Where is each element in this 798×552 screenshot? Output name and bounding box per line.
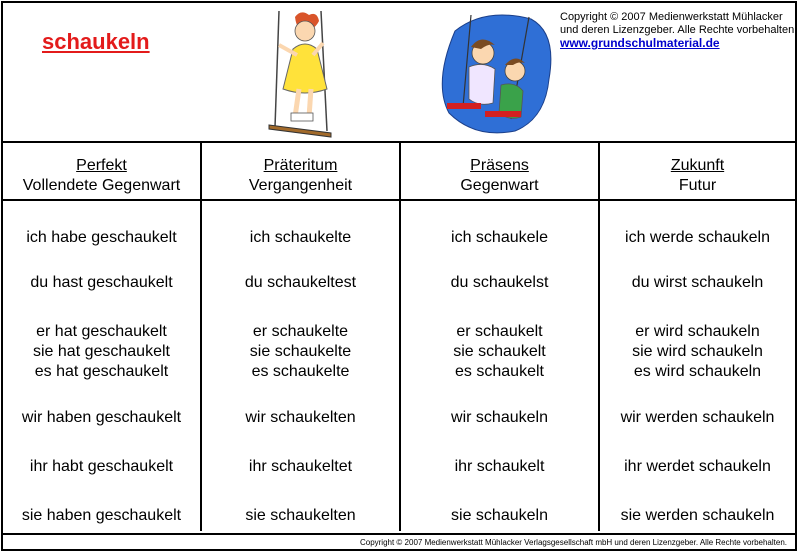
conjugation-cell: es schaukelt (455, 363, 544, 380)
conjugation-cell: ihr werdet schaukeln (624, 458, 771, 475)
footer-copyright: Copyright © 2007 Medienwerkstatt Mühlacker Verlagsgesellschaft mbH und deren Lizenzgeber. Alle Rechte vorbehalten. (3, 533, 795, 549)
column-header (600, 143, 795, 201)
worksheet (1, 1, 797, 551)
tense-name: Zukunft (670, 157, 725, 174)
conjugation-cell: du hast geschaukelt (30, 274, 173, 291)
conjugation-cell: sie schaukelten (245, 507, 356, 524)
conjugation-cell: wir schaukeln (451, 409, 548, 426)
tense-name: Präsens (470, 157, 529, 174)
tense-description: Gegenwart (460, 177, 539, 194)
conjugation-cell: ich werde schaukeln (625, 229, 770, 246)
header (3, 3, 798, 143)
girl-swing-illustration (265, 9, 337, 139)
conjugation-cell: ich habe geschaukelt (26, 229, 177, 246)
conjugation-cell: ich schaukelte (249, 229, 352, 246)
conjugation-cell: sie schaukelt (453, 343, 546, 360)
page-title: schaukeln (42, 29, 150, 54)
tense-description: Vollendete Gegenwart (22, 177, 181, 194)
copyright-line-2: und deren Lizenzgeber. Alle Rechte vorbehalten. (560, 24, 798, 36)
conjugation-cell: er schaukelte (252, 323, 349, 340)
column-praesens (401, 143, 600, 531)
column-perfekt (3, 143, 202, 531)
conjugation-cell: er hat geschaukelt (36, 323, 167, 340)
conjugation-cell: du wirst schaukeln (631, 274, 764, 291)
conjugation-cell: wir schaukelten (245, 409, 356, 426)
conjugation-cell: es wird schaukeln (633, 363, 762, 380)
conjugation-cell: wir werden schaukeln (620, 409, 775, 426)
children-swing-illustration (441, 11, 553, 135)
conjugation-cell: ihr schaukeltet (248, 458, 353, 475)
copyright-notice (560, 11, 797, 50)
column-header (401, 143, 598, 201)
conjugation-cell: wir haben geschaukelt (21, 409, 182, 426)
conjugation-cell: du schaukelst (450, 274, 549, 291)
conjugation-cell: sie schaukelte (249, 343, 352, 360)
conjugation-cell: sie werden schaukeln (620, 507, 775, 524)
conjugation-cell: sie wird schaukeln (632, 343, 763, 360)
conjugation-cell: ihr schaukelt (454, 458, 545, 475)
conjugation-cell: sie hat geschaukelt (33, 343, 170, 360)
tense-description: Vergangenheit (248, 177, 353, 194)
conjugation-cell: du schaukeltest (244, 274, 357, 291)
tense-description: Futur (678, 177, 717, 194)
conjugation-cell: es hat geschaukelt (34, 363, 169, 380)
conjugation-cell: ihr habt geschaukelt (29, 458, 174, 475)
column-zukunft (600, 143, 795, 531)
column-header (202, 143, 399, 201)
conjugation-cell: es schaukelte (251, 363, 350, 380)
tense-name: Perfekt (76, 157, 127, 174)
copyright-line-1: Copyright © 2007 Medienwerkstatt Mühlacker (560, 11, 783, 23)
column-header (3, 143, 200, 201)
conjugation-cell: sie haben geschaukelt (21, 507, 182, 524)
conjugation-cell: er schaukelt (456, 323, 543, 340)
conjugation-cell: sie schaukeln (451, 507, 548, 524)
website-link[interactable]: www.grundschulmaterial.de (560, 36, 720, 50)
conjugation-table (3, 143, 795, 531)
conjugation-cell: ich schaukele (451, 229, 548, 246)
tense-name: Präteritum (263, 157, 338, 174)
column-praeteritum (202, 143, 401, 531)
conjugation-cell: er wird schaukeln (635, 323, 760, 340)
